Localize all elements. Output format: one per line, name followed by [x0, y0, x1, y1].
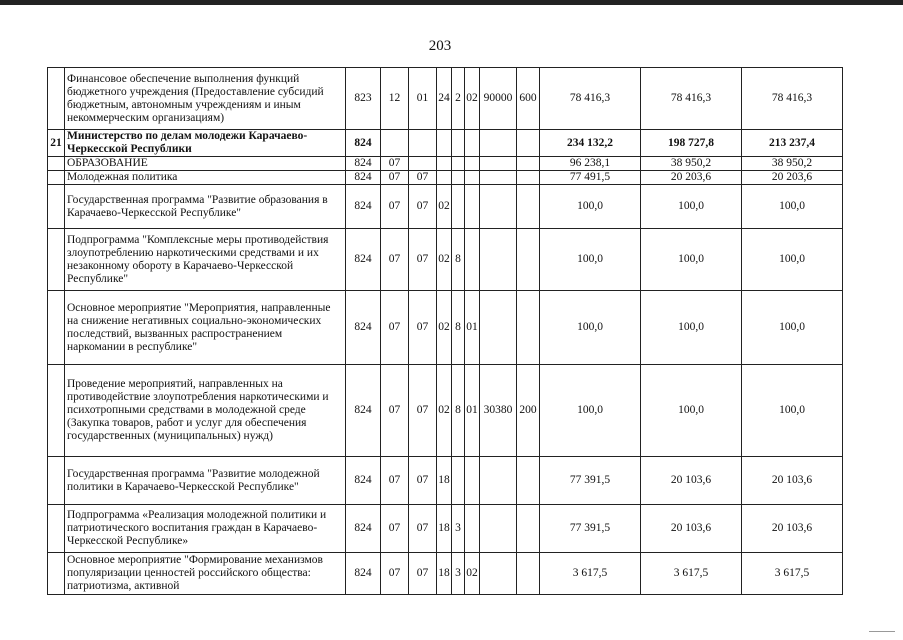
code-cell [465, 505, 480, 553]
row-description: Молодежная политика [65, 171, 346, 185]
amount-cell: 20 103,6 [742, 457, 843, 505]
amount-cell: 38 950,2 [742, 157, 843, 171]
code-cell: 02 [437, 365, 452, 457]
top-border-line [0, 0, 903, 5]
code-cell: 12 [381, 68, 409, 130]
code-cell [465, 157, 480, 171]
table-row [48, 229, 843, 291]
table-row [48, 68, 843, 130]
code-cell [437, 157, 452, 171]
code-cell [452, 130, 465, 157]
code-cell [517, 505, 540, 553]
amount-cell: 100,0 [641, 365, 742, 457]
row-number [48, 365, 65, 457]
code-cell: 600 [517, 68, 540, 130]
amount-cell: 96 238,1 [540, 157, 641, 171]
row-description: ОБРАЗОВАНИЕ [65, 157, 346, 171]
amount-cell: 213 237,4 [742, 130, 843, 157]
amount-cell: 3 617,5 [540, 553, 641, 595]
row-description: Подпрограмма «Реализация молодежной политики и патриотического воспитания граждан в Карачаево-Черкесской Республике» [65, 505, 346, 553]
code-cell: 824 [346, 291, 381, 365]
code-cell: 18 [437, 457, 452, 505]
code-cell [409, 157, 437, 171]
code-cell [480, 130, 517, 157]
table-row [48, 553, 843, 595]
row-description: Министерство по делам молодежи Карачаево-Черкесской Республики [65, 130, 346, 157]
code-cell [517, 457, 540, 505]
code-cell: 07 [381, 365, 409, 457]
amount-cell: 100,0 [540, 291, 641, 365]
amount-cell: 38 950,2 [641, 157, 742, 171]
amount-cell: 100,0 [742, 291, 843, 365]
row-number [48, 229, 65, 291]
amount-cell: 234 132,2 [540, 130, 641, 157]
code-cell: 823 [346, 68, 381, 130]
amount-cell: 20 103,6 [742, 505, 843, 553]
code-cell: 200 [517, 365, 540, 457]
amount-cell: 78 416,3 [641, 68, 742, 130]
code-cell: 824 [346, 553, 381, 595]
amount-cell: 198 727,8 [641, 130, 742, 157]
code-cell: 824 [346, 457, 381, 505]
code-cell [452, 185, 465, 229]
amount-cell: 100,0 [641, 185, 742, 229]
code-cell: 02 [437, 291, 452, 365]
amount-cell: 100,0 [641, 229, 742, 291]
row-description: Основное мероприятие "Формирование механизмов популяризации ценностей российского общества: патриотизма, активной [65, 553, 346, 595]
scan-mark [869, 631, 895, 632]
code-cell [465, 171, 480, 185]
row-number [48, 171, 65, 185]
code-cell: 01 [409, 68, 437, 130]
code-cell: 01 [465, 365, 480, 457]
amount-cell: 100,0 [540, 185, 641, 229]
row-number [48, 505, 65, 553]
code-cell: 07 [409, 365, 437, 457]
code-cell [437, 130, 452, 157]
code-cell: 07 [381, 171, 409, 185]
code-cell: 07 [381, 157, 409, 171]
amount-cell: 77 491,5 [540, 171, 641, 185]
code-cell: 07 [409, 185, 437, 229]
code-cell [517, 171, 540, 185]
amount-cell: 100,0 [641, 291, 742, 365]
row-number [48, 457, 65, 505]
code-cell: 07 [381, 291, 409, 365]
budget-table [47, 67, 843, 595]
code-cell: 07 [381, 505, 409, 553]
code-cell [452, 457, 465, 505]
code-cell: 18 [437, 505, 452, 553]
amount-cell: 77 391,5 [540, 505, 641, 553]
code-cell [517, 185, 540, 229]
row-description: Проведение мероприятий, направленных на противодействие злоупотребления наркотическими и психотропными средствами в молодежной среде (Закупка товаров, работ и услуг для обеспечения государственных (муниципальных) нужд) [65, 365, 346, 457]
budget-table-body [48, 68, 843, 595]
code-cell: 824 [346, 157, 381, 171]
amount-cell: 100,0 [540, 229, 641, 291]
code-cell: 824 [346, 229, 381, 291]
code-cell [465, 185, 480, 229]
amount-cell: 20 103,6 [641, 457, 742, 505]
row-number [48, 68, 65, 130]
row-description: Государственная программа "Развитие молодежной политики в Карачаево-Черкесской Республике" [65, 457, 346, 505]
code-cell [517, 130, 540, 157]
code-cell [480, 171, 517, 185]
code-cell: 07 [409, 505, 437, 553]
code-cell: 90000 [480, 68, 517, 130]
amount-cell: 100,0 [540, 365, 641, 457]
code-cell: 30380 [480, 365, 517, 457]
code-cell: 01 [465, 291, 480, 365]
code-cell [480, 157, 517, 171]
row-description: Основное мероприятие "Мероприятия, направленные на снижение негативных социально-экономических последствий, вызванных распространением наркомании в республике" [65, 291, 346, 365]
code-cell [517, 553, 540, 595]
code-cell [517, 291, 540, 365]
code-cell [517, 229, 540, 291]
code-cell [480, 553, 517, 595]
code-cell: 02 [465, 553, 480, 595]
code-cell [517, 157, 540, 171]
row-number [48, 291, 65, 365]
table-row [48, 291, 843, 365]
code-cell: 07 [409, 553, 437, 595]
table-row [48, 505, 843, 553]
code-cell [480, 229, 517, 291]
code-cell [452, 171, 465, 185]
code-cell: 18 [437, 553, 452, 595]
code-cell [480, 457, 517, 505]
amount-cell: 100,0 [742, 185, 843, 229]
amount-cell: 78 416,3 [540, 68, 641, 130]
amount-cell: 77 391,5 [540, 457, 641, 505]
code-cell [381, 130, 409, 157]
row-number: 21 [48, 130, 65, 157]
amount-cell: 20 203,6 [742, 171, 843, 185]
code-cell: 07 [409, 229, 437, 291]
code-cell: 07 [381, 185, 409, 229]
code-cell: 824 [346, 365, 381, 457]
code-cell [409, 130, 437, 157]
code-cell: 07 [409, 291, 437, 365]
row-description: Государственная программа "Развитие образования в Карачаево-Черкесской Республике" [65, 185, 346, 229]
code-cell: 07 [409, 171, 437, 185]
amount-cell: 100,0 [742, 229, 843, 291]
amount-cell: 20 103,6 [641, 505, 742, 553]
table-row [48, 185, 843, 229]
code-cell: 824 [346, 505, 381, 553]
code-cell: 8 [452, 365, 465, 457]
code-cell: 24 [437, 68, 452, 130]
table-row [48, 130, 843, 157]
code-cell: 07 [381, 229, 409, 291]
code-cell: 2 [452, 68, 465, 130]
code-cell [480, 505, 517, 553]
page-number: 203 [428, 38, 452, 54]
row-description: Финансовое обеспечение выполнения функций бюджетного учреждения (Предоставление субсидий бюджетным, автономным учреждениям и иным некоммерческим организациям) [65, 68, 346, 130]
code-cell [437, 171, 452, 185]
code-cell [480, 185, 517, 229]
row-number [48, 157, 65, 171]
code-cell: 07 [381, 457, 409, 505]
code-cell: 3 [452, 505, 465, 553]
code-cell: 824 [346, 171, 381, 185]
code-cell: 824 [346, 130, 381, 157]
code-cell [452, 157, 465, 171]
amount-cell: 100,0 [742, 365, 843, 457]
code-cell [465, 229, 480, 291]
row-number [48, 553, 65, 595]
code-cell: 8 [452, 229, 465, 291]
code-cell [480, 291, 517, 365]
table-row [48, 457, 843, 505]
code-cell: 8 [452, 291, 465, 365]
code-cell: 3 [452, 553, 465, 595]
amount-cell: 78 416,3 [742, 68, 843, 130]
code-cell: 07 [381, 553, 409, 595]
code-cell: 02 [437, 185, 452, 229]
amount-cell: 3 617,5 [641, 553, 742, 595]
amount-cell: 20 203,6 [641, 171, 742, 185]
code-cell: 02 [437, 229, 452, 291]
code-cell: 07 [409, 457, 437, 505]
row-description: Подпрограмма "Комплексные меры противодействия злоупотреблению наркотическими средствами и их незаконному обороту в Карачаево-Черкесской Республике" [65, 229, 346, 291]
code-cell: 824 [346, 185, 381, 229]
code-cell [465, 457, 480, 505]
amount-cell: 3 617,5 [742, 553, 843, 595]
row-number [48, 185, 65, 229]
table-row [48, 157, 843, 171]
code-cell [465, 130, 480, 157]
table-row [48, 365, 843, 457]
code-cell: 02 [465, 68, 480, 130]
table-row [48, 171, 843, 185]
